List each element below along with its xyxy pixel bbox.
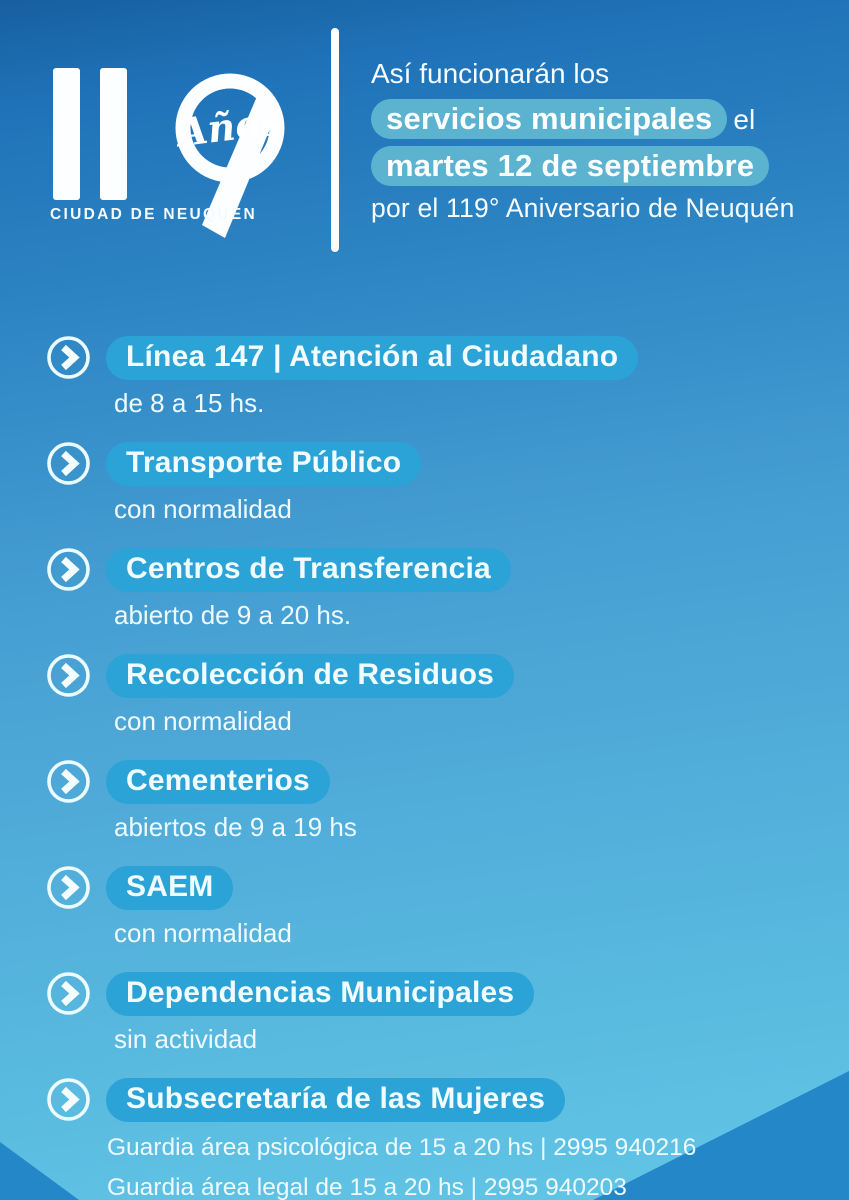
- service-item: [45, 546, 829, 631]
- service-item: [45, 970, 829, 1055]
- service-detail: con normalidad: [114, 706, 292, 736]
- service-detail: abiertos de 9 a 19 hs: [114, 812, 357, 842]
- service-item: [45, 864, 829, 949]
- header-highlight-services: servicios municipales: [371, 99, 727, 139]
- service-detail: sin actividad: [114, 1024, 258, 1054]
- arrow-circle-icon: [45, 758, 92, 805]
- service-title: Centros de Transferencia: [106, 548, 511, 592]
- service-item-head: [45, 758, 829, 805]
- service-title: Transporte Público: [106, 442, 421, 486]
- service-detail: Guardia área psicológica de 15 a 20 hs | 2995 940216: [107, 1134, 697, 1161]
- service-item-head: [45, 334, 829, 381]
- service-details: [45, 1024, 829, 1055]
- service-details: [45, 1132, 829, 1200]
- service-title: SAEM: [106, 866, 233, 910]
- service-details: [45, 812, 829, 843]
- arrow-circle-icon: [45, 970, 92, 1017]
- service-title: Dependencias Municipales: [106, 972, 534, 1016]
- service-details: [45, 494, 829, 525]
- service-details: [45, 706, 829, 737]
- anniversary-logo: [45, 56, 325, 242]
- service-item: [45, 1076, 829, 1200]
- service-item: [45, 440, 829, 525]
- service-title: Subsecretaría de las Mujeres: [106, 1078, 565, 1122]
- service-details: [45, 918, 829, 949]
- service-details: [45, 600, 829, 631]
- arrow-circle-icon: [45, 546, 92, 593]
- header-highlight-date: martes 12 de septiembre: [371, 146, 769, 186]
- vertical-divider: [331, 28, 339, 252]
- header: [371, 58, 841, 224]
- logo-anos-text: Años: [175, 97, 285, 156]
- service-title: Recolección de Residuos: [106, 654, 514, 698]
- service-item-head: [45, 652, 829, 699]
- header-anniversary-line: por el 119° Aniversario de Neuquén: [371, 193, 795, 223]
- logo-digit-one: [100, 68, 127, 200]
- header-highlight-row-1: [371, 99, 841, 139]
- arrow-circle-icon: [45, 334, 92, 381]
- services-list: [45, 334, 829, 1200]
- service-title: Cementerios: [106, 760, 330, 804]
- service-detail: con normalidad: [114, 494, 292, 524]
- arrow-circle-icon: [45, 440, 92, 487]
- service-item: [45, 652, 829, 737]
- service-detail: abierto de 9 a 20 hs.: [114, 600, 352, 630]
- arrow-circle-icon: [45, 864, 92, 911]
- header-highlight-row-2: [371, 146, 841, 186]
- service-detail: Guardia área legal de 15 a 20 hs | 2995 940203: [107, 1174, 627, 1200]
- service-details: [45, 388, 829, 419]
- service-detail: con normalidad: [114, 918, 292, 948]
- logo-city-label: CIUDAD DE NEUQUÉN: [50, 206, 258, 223]
- service-item-head: [45, 546, 829, 593]
- logo-digit-one: [53, 68, 80, 200]
- service-detail: de 8 a 15 hs.: [114, 388, 265, 418]
- service-title: Línea 147 | Atención al Ciudadano: [106, 336, 638, 380]
- service-item-head: [45, 864, 829, 911]
- service-item: [45, 334, 829, 419]
- service-item-head: [45, 970, 829, 1017]
- header-suffix: el: [733, 104, 756, 135]
- service-item: [45, 758, 829, 843]
- header-intro: Así funcionarán los: [371, 58, 610, 89]
- arrow-circle-icon: [45, 652, 92, 699]
- service-item-head: [45, 1076, 829, 1123]
- service-item-head: [45, 440, 829, 487]
- arrow-circle-icon: [45, 1076, 92, 1123]
